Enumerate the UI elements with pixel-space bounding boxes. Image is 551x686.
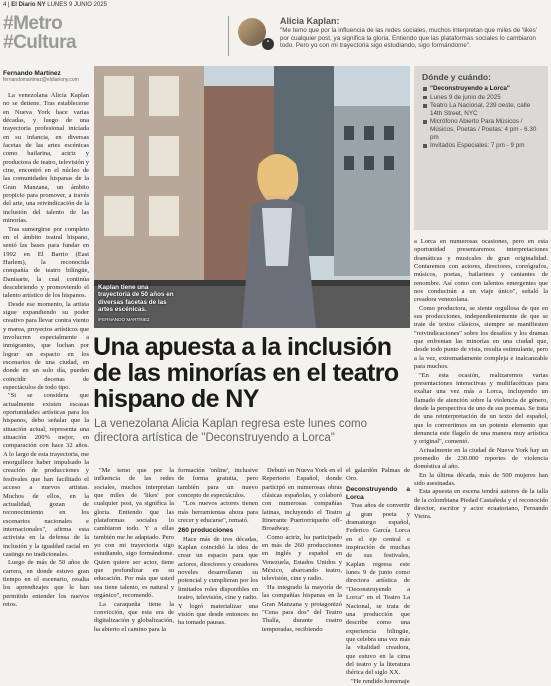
info-item: Lunes 9 de junio de 2025 xyxy=(422,94,542,102)
photo-credit: /FERNANDO MARTÍNEZ xyxy=(98,317,150,322)
body-column-4 xyxy=(346,467,410,685)
info-item: Invitados Especiales: 7 pm - 9 pm xyxy=(422,142,542,150)
page-header: 4 | El Diario NY LUNES 9 JUNIO 2025 xyxy=(3,2,107,8)
paragraph: Desde ese momento, la artista sigue expandiendo su poder creativo para llevar contra viento y marea, proyectos artísticos que involucren especialmente a inmigrantes, que luchan por lograr un espacio en los escenarios de una ciudad, en donde en un solo día, pueden coincidir decenas de espectáculos de todo tipo. xyxy=(3,300,89,392)
paragraph: "Los nuevos actores tienen más herramientas ahora para crecer y educarse", remató. xyxy=(178,500,258,525)
paragraph: "He rendido homenaje xyxy=(351,677,410,685)
body-column-1 xyxy=(94,467,174,633)
byline xyxy=(3,70,91,83)
byline-email[interactable]: fernandomartinez@eldiariony.com xyxy=(3,77,79,83)
quote-divider xyxy=(228,16,229,56)
quote-speaker: Alicia Kaplan: xyxy=(280,16,340,26)
paragraph: a Lorca en numerosas ocasiones, pero en esta oportunidad presentaremos interpretaciones dramáticas y musicales de gran originalidad. Contaremos con actores, directores, coreógrafos, músicos, poetas, bailarines y cantantes de renombre. Así como con talentos emergentes que nos conducirán a un viaje único", señaló la creadora venezolana. xyxy=(414,238,548,304)
paragraph: La caraqueña tiene la convicción, que esta era de digitalización y globalización, ha abierto el camino para la xyxy=(94,600,174,633)
info-item: Teatro La Nacional, 239 oeste, calle 14th Street, NYC xyxy=(422,102,542,117)
section-metro: #Metro xyxy=(3,13,63,34)
paragraph: "Si se considera que actualmente existen escasas oportunidades artísticas para los hispanos, debo señalar que la situación actual, representa una situación 200% mejor, en comparación con hace 32 años. A lo largo de esta trayectoria, me enorgullece haber impulsado la creación de producciones y festivales que han facilitado el acceso a nuevos artistas. Muchos de ellos, en la actualidad, gozan de reconocimiento en los escenarios nacionales e internacionales", afirma esta activista en la defensa de la inclusión y la igualdad racial en castings no tradicionales. xyxy=(3,392,89,558)
pull-quote xyxy=(228,12,548,60)
paragraph: Debutó en Nueva York en el Repertorio Español, donde participó en numerosas obras clásicas españolas, y colaboró con numerosas compañías latinas, incluyendo el Teatro Itinerante Puertorriqueño off-Broadway. xyxy=(262,467,342,533)
paragraph: "Me temo que por la influencia de las redes sociales, muchos interpretan que miles de 'likes' por cualquier post, ya significa la gloria. Entiendo que las plataformas sociales lo cambiaron todo. Y a ellas también me he adaptado. Pero yo con mi trayectoria sigo estudiando, sigo formándome. Quien quiere ser actor, tiene que profundizar en su educación. Por más que usted sea tiene talento, es natural y orgánico", recomendó. xyxy=(94,467,174,600)
paragraph: Tras sumergirse por completo en el ámbito teatral hispano, sentó las bases para fundar en 1992 en El Barrio (East Harlem), la reconocida compañía de teatro bilingüe, Danisarte, la cual continúa descubriendo y promoviendo el talento artístico de los hispanos. xyxy=(3,225,89,300)
paragraph: Tras años de convertir al gran poeta y dramaturgo español, Federico García Lorca en el eje central e inspiración de muchas de sus festivales, Kaplan regresa este lunes 9 de junio como directora artística de "Deconstruyendo a Lorca" en el Teatro La Nacional, se trata de una producción que describe como una experiencia bilingüe, que celebra una vez más la vitalidad creadora, que estuvo en la cima del teatro y la literatura ibérica del siglo XX. xyxy=(346,502,410,677)
info-box-title: Dónde y cuándo: xyxy=(422,72,491,82)
section-label xyxy=(3,14,76,52)
paragraph: Esta apuesta en escena tendrá autores de la talla de la colombiana Piedad Castañeda y el reconocido director, escritor y actor ecuatoriano, Fernando Vieira. xyxy=(414,488,548,521)
page-date: LUNES 9 JUNIO 2025 xyxy=(47,2,107,8)
page-number: 4 xyxy=(3,2,7,8)
body-column-3 xyxy=(262,467,342,633)
paragraph: Luego de más de 50 años de carrera, en donde estuvo gran tiempo en el escenario, resalta los aprendizajes que le han permitido entender los nuevos retos. xyxy=(3,559,89,608)
info-box xyxy=(414,66,548,230)
paragraph: Ha integrado la mayoría de las compañías hispanas en la Gran Manzana y protagonizó "Cena para dos" del Teatro Thalía, durante cuatro temporadas, recibiendo xyxy=(262,583,342,633)
headline: Una apuesta a la inclusión de las minorías en el teatro hispano de NY xyxy=(93,333,399,413)
paragraph: Como productora, se siente orgullosa de que en sus producciones, independientemente de que se trate de textos clásicos, siempre se manifiesten "reivindicaciones" sobre los desafíos y los dramas que enfrentan las minorías en una ciudad que, desde todo punto de vista, resulta estimulante, pero a la vez, extremadamente compleja e inalcanzable para muchos. xyxy=(414,304,548,371)
subheading: 260 producciones xyxy=(178,527,234,535)
deck: La venezolana Alicia Kaplan regresa este lunes como directora artística de "Deconstruyendo a Lorca" xyxy=(94,418,367,444)
photo-caption: Kaplan tiene una trayectoria de 50 años en diversas facetas de las artes escénicas. xyxy=(98,284,174,314)
paragraph: Actualmente en la ciudad de Nueva York hay un promedio de 230.000 reportes de violencia doméstica al año. xyxy=(414,446,548,471)
paper-name: El Diario NY xyxy=(11,2,46,8)
paragraph: "En esta ocasión, realizaremos varias presentaciones interactivas y multifacéticas para exaltar una vez más a Lorca, incluyendo un llamado de atención sobre la violencia de género, desde la perspectiva de uno de sus poemas. Se trata de una reinterpretación de un texto del español, que lo convertimos en un potente elemento que denuncia este flagelo de una manera muy artística y original", comentó. xyxy=(414,371,548,446)
paragraph: el galardón Palmas de Oro. xyxy=(346,467,410,483)
quote-marks-icon: “ xyxy=(262,38,274,50)
paragraph: Hace más de tres décadas, Kaplan coincidió la idea de crear un espacio para que actores, directores y creadores noveles desarrollaran su potencial y cumplieran por los limitados roles disponibles en teatro, televisión, cine y radio. Y logró materializar una visión que desde entonces no ha tomado pausas. xyxy=(178,535,258,627)
paragraph: Como actriz, ha participado en más de 260 producciones en inglés y español en Venezuela, Estados Unidos y México, abarcando teatro, televisión, cine y radio. xyxy=(262,533,342,583)
body-column-2 xyxy=(178,467,258,627)
paragraph: En la última década, más de 500 mujeres han sido asesinadas. xyxy=(414,471,548,487)
body-column-a xyxy=(3,92,89,627)
subheading: Deconstruyendo a Lorca xyxy=(346,485,410,502)
paragraph: La venezolana Alicia Kaplan no se detiene. Tras establecerse en Nueva York hace varias décadas, y luego de una trayectoria profesional iniciada en su infancia, en diversas facetas de las artes escénicas como bailarina, actriz y productora de teatro, televisión y cine, encontró en el núcleo de las comunidades hispanas de la Gran Manzana, un ámbito propicio para promover, a través del arte, una reivindicación de la inclusión del talento de las minorías. xyxy=(3,92,89,225)
info-item: Micrófono Abierto Para Músicos / Músicos, Poetas / Poetas: 4 pm - 6.30 pm xyxy=(422,118,542,141)
info-item: "Deconstruyendo a Lorca" xyxy=(422,85,542,93)
paragraph: formación 'online', inclusive de forma gratuita, pero también para un nuevo concepto de espectáculos. xyxy=(178,467,258,500)
body-column-b xyxy=(414,238,548,626)
section-cultura: #Cultura xyxy=(3,32,77,53)
quote-text: "Me temo que por la influencia de las redes sociales, muchos interpretan que miles de 'likes' por cualquier post, ya significa la gloria. Entiendo que las plataformas sociales lo cambiaron todo. Pero yo con mi trayectoria sigo estudiando, sigo formándome". xyxy=(280,27,537,50)
byline-author: Fernando Martínez xyxy=(3,70,61,77)
